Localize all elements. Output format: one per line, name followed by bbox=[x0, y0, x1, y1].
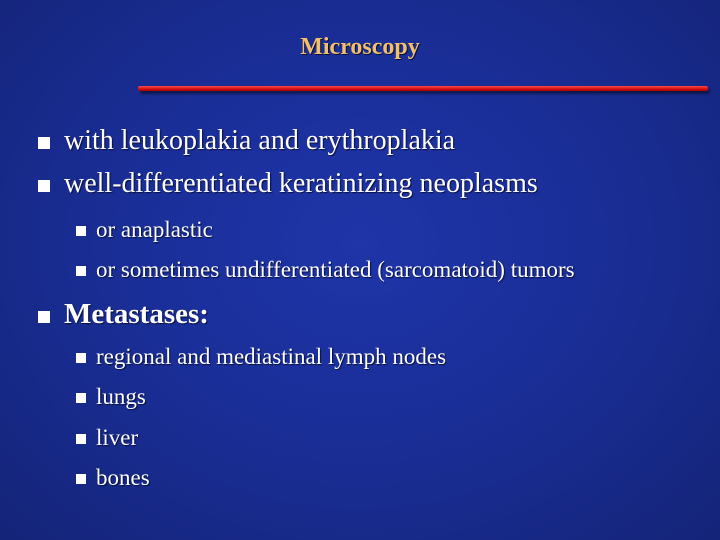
sub-bullet-text: lungs bbox=[96, 384, 146, 409]
title-underline-rule bbox=[138, 86, 708, 91]
section-heading: Metastases: bbox=[64, 298, 209, 330]
bullet-text: well-differentiated keratinizing neoplasms bbox=[64, 168, 538, 199]
square-bullet-icon bbox=[38, 180, 50, 192]
sub-bullet-text: regional and mediastinal lymph nodes bbox=[96, 344, 447, 369]
square-bullet-icon bbox=[76, 266, 86, 276]
square-bullet-icon bbox=[76, 434, 86, 444]
sub-bullet-text: liver bbox=[96, 425, 139, 450]
sub-bullet-text: or anaplastic bbox=[96, 217, 213, 242]
square-bullet-icon bbox=[76, 474, 86, 484]
square-bullet-icon bbox=[76, 353, 86, 363]
bullet-text: with leukoplakia and erythroplakia bbox=[64, 125, 456, 156]
square-bullet-icon bbox=[76, 226, 86, 236]
slide-title: Microscopy bbox=[300, 34, 420, 60]
square-bullet-icon bbox=[38, 137, 50, 149]
square-bullet-icon bbox=[76, 393, 86, 403]
sub-bullet-text: or sometimes undifferentiated (sarcomatoid) tumors bbox=[96, 257, 575, 282]
sub-bullet-text: bones bbox=[96, 465, 150, 490]
square-bullet-icon bbox=[38, 311, 50, 323]
